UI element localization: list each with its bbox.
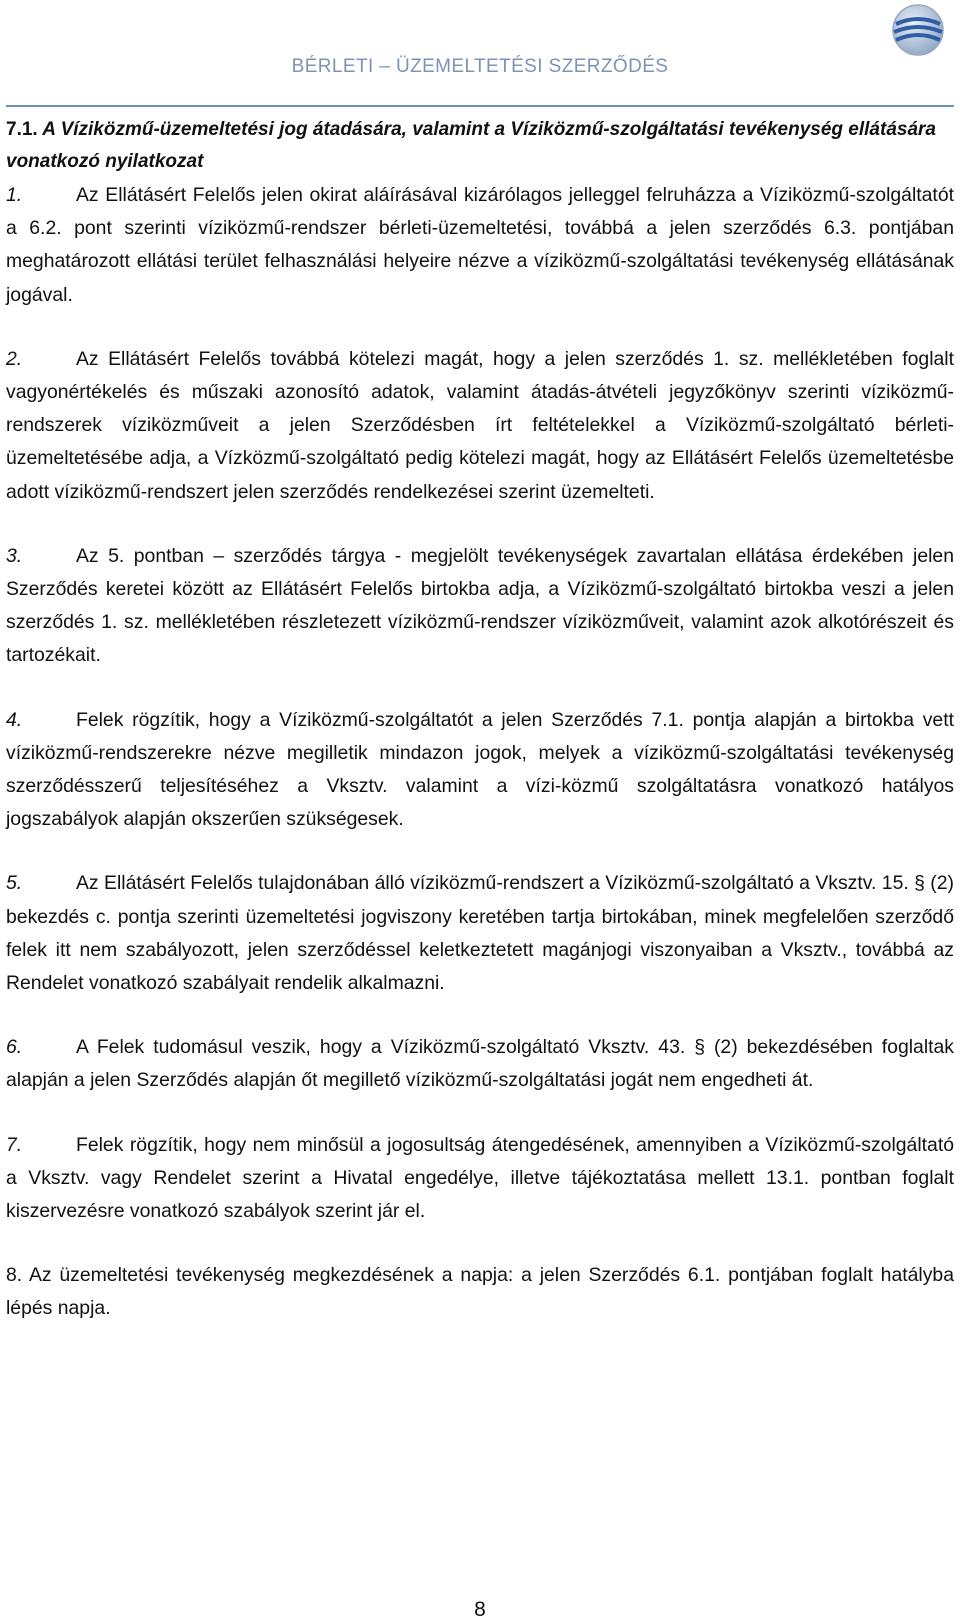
paragraph-number: 5. [6,872,23,895]
paragraph-number: 1. [6,184,23,206]
section-number: 7.1. [6,119,38,140]
paragraph-text: Az Ellátásért Felelős jelen okirat aláírásával kizárólagos jelleggel felruházza a Víziközmű-szolgáltatót a 6.2. pont szerinti víziközmű-rendszer bérleti-üzemeltetési, továbbá a jelen szerződés 6.3. pontjában meghatározott ellátási terület felhasználási helyeire nézve a víziközmű-szolgáltatási tevékenység ellátásának jogával. [6,184,954,306]
paragraph-4 [6,704,954,837]
paragraph-number: 3. [6,544,23,567]
paragraph-text: Felek rögzítik, hogy a Víziközmű-szolgáltatót a jelen Szerződés 7.1. pontja alapján a birtokba vett víziközmű-rendszerekre nézve megilletik mindazon jogok, melyek a víziközmű-szolgáltatási tevékenység szerződésszerű teljesítéséhez a Vksztv. valamint a vízi-közmű szolgáltatásra vonatkozó hatályos jogszabályok alapján okszerűen szükségesek. [6,708,954,831]
globe-logo-icon [890,2,946,58]
paragraph-text: A Felek tudomásul veszik, hogy a Víziközmű-szolgáltató Vksztv. 43. § (2) bekezdésében foglaltak alapján a jelen Szerződés alapján őt megillető víziközmű-szolgáltatási jogát nem engedheti át. [6,1036,954,1092]
paragraph-1 [6,179,954,312]
header-divider [6,105,954,107]
paragraph-number: 8. [6,1264,23,1287]
document-header-title: BÉRLETI – ÜZEMELTETÉSI SZERZŐDÉS [291,56,669,77]
page-number: 8 [474,1598,486,1621]
section-heading [6,114,954,178]
paragraph-number: 6. [6,1036,23,1059]
paragraph-6 [6,1031,954,1097]
paragraph-5 [6,867,954,1000]
paragraph-text: Az üzemeltetési tevékenység megkezdésének a napja: a jelen Szerződés 6.1. pontjában foglalt hatályba lépés napja. [6,1264,954,1320]
document-body [6,114,954,1326]
paragraph-text: Felek rögzítik, hogy nem minősül a jogosultság átengedésének, amennyiben a Víziközmű-szolgáltató a Vksztv. vagy Rendelet szerint a Hivatal engedélye, illetve tájékoztatása mellett 13.1. pontban foglalt kiszervezésre vonatkozó szabályok szerint jár el. [6,1133,954,1223]
paragraph-7 [6,1129,954,1229]
paragraph-3 [6,540,954,673]
paragraph-text: Az 5. pontban – szerződés tárgya - megjelölt tevékenységek zavartalan ellátása érdekében jelen Szerződés keretei között az Ellátásért Felelős birtokba adja, a Víziközmű-szolgáltató birtokba veszi a jelen szerződés 1. sz. mellékletében részletezett víziközmű-rendszer víziközműveit, valamint azok alkotórészeit és tartozékait. [6,544,954,667]
paragraph-text: Az Ellátásért Felelős tulajdonában álló víziközmű-rendszert a Víziközmű-szolgáltató a Vksztv. 15. § (2) bekezdés c. pontja szerinti üzemeltetési jogviszony keretében tartja birtokában, minek megfelelően szerződő felek itt nem szabályozott, jelen szerződéssel keletkeztetett magánjogi viszonyaiban a Vksztv., továbbá az Rendelet vonatkozó szabályait rendelik alkalmazni. [6,872,954,995]
section-title: A Víziközmű-üzemeltetési jog átadására, valamint a Víziközmű-szolgáltatási tevékenység ellátására vonatkozó nyilatkozat [6,119,936,172]
paragraph-number: 2. [6,347,23,370]
paragraph-number: 7. [6,1133,23,1156]
paragraph-8 [6,1259,954,1325]
paragraph-text: Az Ellátásért Felelős továbbá kötelezi magát, hogy a jelen szerződés 1. sz. mellékletében foglalt vagyonértékelés és műszaki azonosító adatok, valamint átadás-átvételi jegyzőkönyv szerinti víziközmű-rendszerek víziközműveit a jelen Szerződésben írt feltételekkel a Víziközmű-szolgáltató bérleti-üzemeltetésébe adja, a Vízközmű-szolgáltató pedig kötelezi magát, hogy az Ellátásért Felelős üzemeltetésbe adott víziközmű-rendszert jelen szerződés rendelkezései szerint üzemelteti. [6,347,954,503]
paragraph-number: 4. [6,708,23,731]
paragraph-2 [6,343,954,509]
